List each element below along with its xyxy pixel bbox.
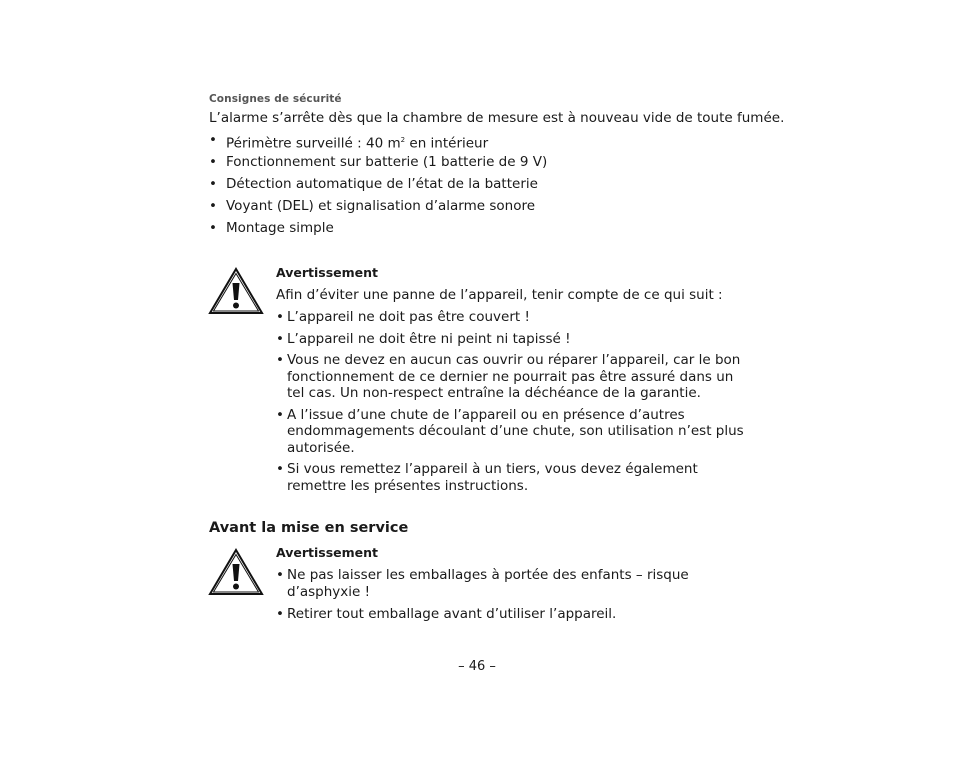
warning-item <box>276 331 752 348</box>
bullet: • <box>276 309 284 325</box>
warning-item <box>276 567 752 600</box>
bullet: • <box>209 220 217 236</box>
warning-item-text: Ne pas laisser les emballages à portée des enfants – risque d’asphyxie ! <box>287 567 689 600</box>
bullet: • <box>276 461 284 477</box>
feature-list <box>209 132 547 242</box>
bullet: • <box>209 198 217 214</box>
warning-item-text: L’appareil ne doit pas être couvert ! <box>287 309 530 325</box>
warning-item-text: L’appareil ne doit être ni peint ni tapissé ! <box>287 330 571 347</box>
feature-text: Voyant (DEL) et signalisation d’alarme sonore <box>226 198 536 214</box>
area-superscript: 2 <box>400 136 406 144</box>
intro-paragraph: L’alarme s’arrête dès que la chambre de mesure est à nouveau vide de toute fumée. <box>209 110 785 126</box>
page-number: – 46 – <box>458 659 496 674</box>
bullet: • <box>209 154 217 170</box>
warning-list <box>276 309 752 494</box>
bullet: • <box>209 132 217 148</box>
section-heading: Avant la mise en service <box>209 520 409 536</box>
warning-item <box>276 461 752 494</box>
feature-area-suffix: en intérieur <box>405 135 489 152</box>
warning-item <box>276 606 752 623</box>
feature-item <box>209 198 547 220</box>
bullet: • <box>276 567 284 583</box>
feature-item <box>209 132 547 154</box>
bullet: • <box>276 406 284 423</box>
warning-item <box>276 352 752 402</box>
feature-text: Détection automatique de l’état de la batterie <box>226 176 538 192</box>
bullet: • <box>209 176 217 192</box>
warning-item <box>276 407 752 457</box>
feature-item <box>209 176 547 198</box>
warning-triangle-icon <box>208 547 264 597</box>
warning-item <box>276 309 752 326</box>
warning-intro: Afin d’éviter une panne de l’appareil, tenir compte de ce qui suit : <box>276 287 723 303</box>
bullet: • <box>276 330 284 347</box>
bullet: • <box>276 606 284 622</box>
warning-title: Avertissement <box>276 265 379 280</box>
feature-item <box>209 154 547 176</box>
warning-list <box>276 567 752 623</box>
warning-item-text: A l’issue d’une chute de l’appareil ou en présence d’autres endommagements découlant d’une chute, son utilisation n’est plus autorisée. <box>287 406 744 456</box>
feature-item <box>209 220 547 242</box>
warning-triangle-icon <box>208 266 264 316</box>
feature-text: Montage simple <box>226 220 334 236</box>
warning-title: Avertissement <box>276 545 379 560</box>
warning-item-text: Retirer tout emballage avant d’utiliser l’appareil. <box>287 606 617 622</box>
bullet: • <box>276 352 284 368</box>
section-label: Consignes de sécurité <box>209 93 342 105</box>
feature-text: Fonctionnement sur batterie (1 batterie de 9 V) <box>226 154 548 170</box>
feature-area-label: Périmètre surveillé : 40 m <box>226 135 401 152</box>
warning-item-text: Si vous remettez l’appareil à un tiers, vous devez également remettre les présentes instructions. <box>287 461 698 494</box>
feature-area-text <box>226 132 488 154</box>
warning-item-text: Vous ne devez en aucun cas ouvrir ou réparer l’appareil, car le bon fonctionnement de ce dernier ne pourrait pas être assuré dans un tel cas. Un non-respect entraîne la déchéance de la garantie. <box>287 352 741 401</box>
